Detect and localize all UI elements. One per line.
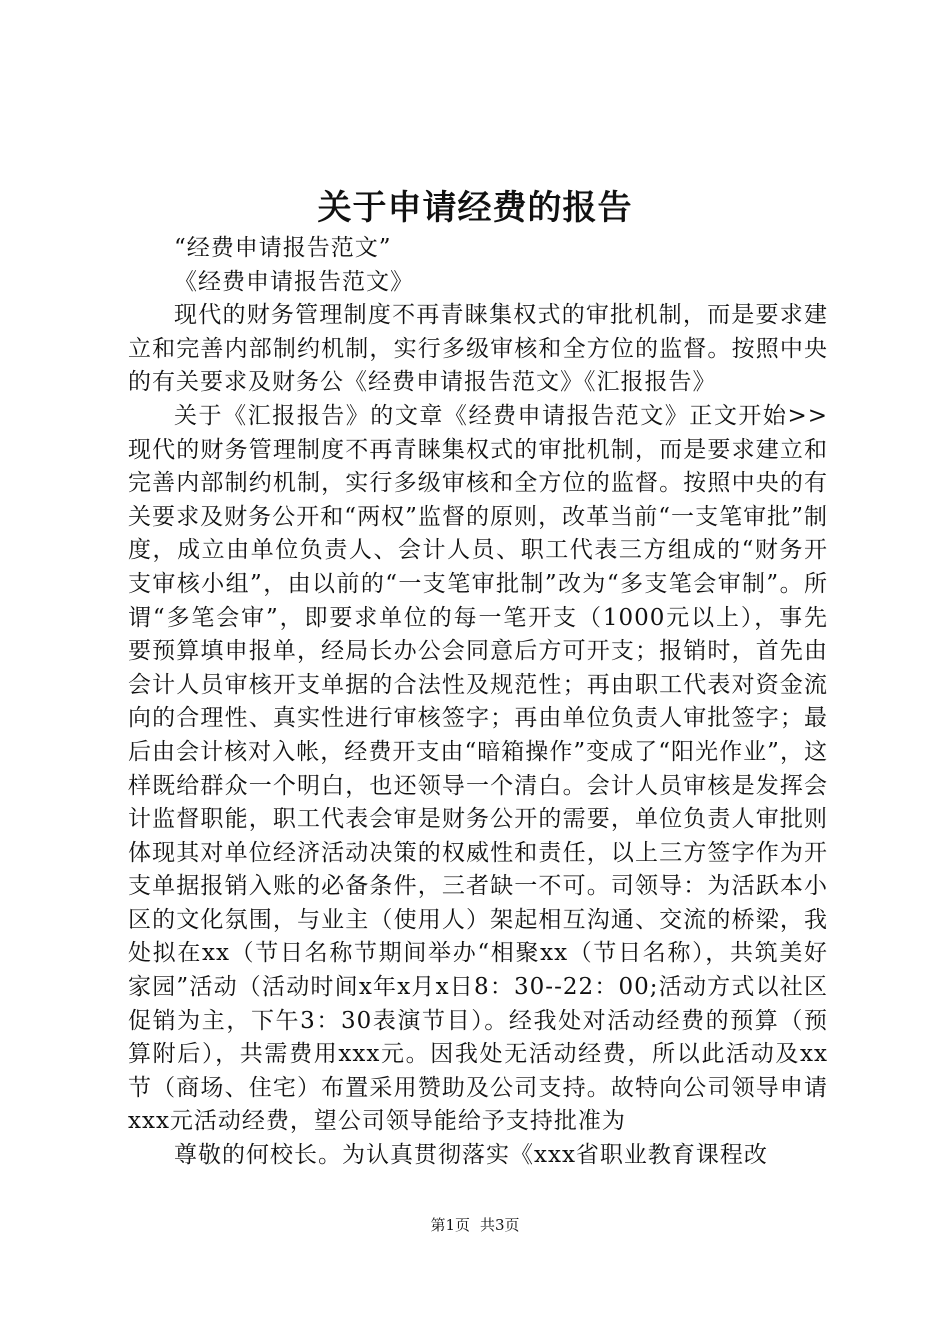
paragraph-book-title: 《经费申请报告范文》 <box>174 268 414 295</box>
paragraph-quoted-title: “经费申请报告范文” <box>174 235 392 261</box>
page-number: 第1页 <box>430 1216 470 1234</box>
paragraph-continued: 尊敬的何校长。为认真贯彻落实《xxx省职业教育课程改 <box>174 1142 768 1169</box>
page-footer <box>0 1215 950 1235</box>
paragraph-main: 关于《汇报报告》的文章《经费申请报告范文》正文开始>>现代的财务管理制度不再青睐集权式的审批机制，而是要求建立和完善内部制约机制，实行多级审核和全方位的监督。按照中央的有关要求及财务公开和“两权”监督的原则，改革当前“一支笔审批”制度，成立由单位负责人、会计人员、职工代表三方组成的“财务开支审核小组”，由以前的“一支笔审批制”改为“多支笔会审制”。所谓“多笔会审”，即要求单位的每一笔开支（1000元以上），事先要预算填申报单，经局长办公会同意后方可开支；报销时，首先由会计人员审核开支单据的合法性及规范性；再由职工代表对资金流向的合理性、真实性进行审核签字；再由单位负责人审批签字；最后由会计核对入帐，经费开支由“暗箱操作”变成了“阳光作业”，这样既给群众一个明白，也还领导一个清白。会计人员审核是发挥会计监督职能，职工代表会审是财务公开的需要，单位负责人审批则体现其对单位经济活动决策的权威性和责任，以上三方签字作为开支单据报销入账的必备条件，三者缺一不可。司领导：为活跃本小区的文化氛围，与业主（使用人）架起相互沟通、交流的桥梁，我处拟在xx（节日名称节期间举办“相聚xx（节日名称），共筑美好家园”活动（活动时间x年x月x日8：30--22：00;活动方式以社区促销为主，下午3：30表演节目）。经我处对活动经费的预算（预算附后），共需费用xxx元。因我处无活动经费，所以此活动及xx节（商场、住宅）布置采用赞助及公司支持。故特向公司领导申请xxx元活动经费，望公司领导能给予支持批准为 <box>128 402 828 1135</box>
document-body <box>128 232 828 1173</box>
page-total: 共3页 <box>480 1216 520 1234</box>
paragraph-intro: 现代的财务管理制度不再青睐集权式的审批机制，而是要求建立和完善内部制约机制，实行多级审核和全方位的监督。按照中央的有关要求及财务公《经费申请报告范文》《汇报报告》 <box>128 302 828 396</box>
document-title: 关于申请经费的报告 <box>317 188 633 228</box>
